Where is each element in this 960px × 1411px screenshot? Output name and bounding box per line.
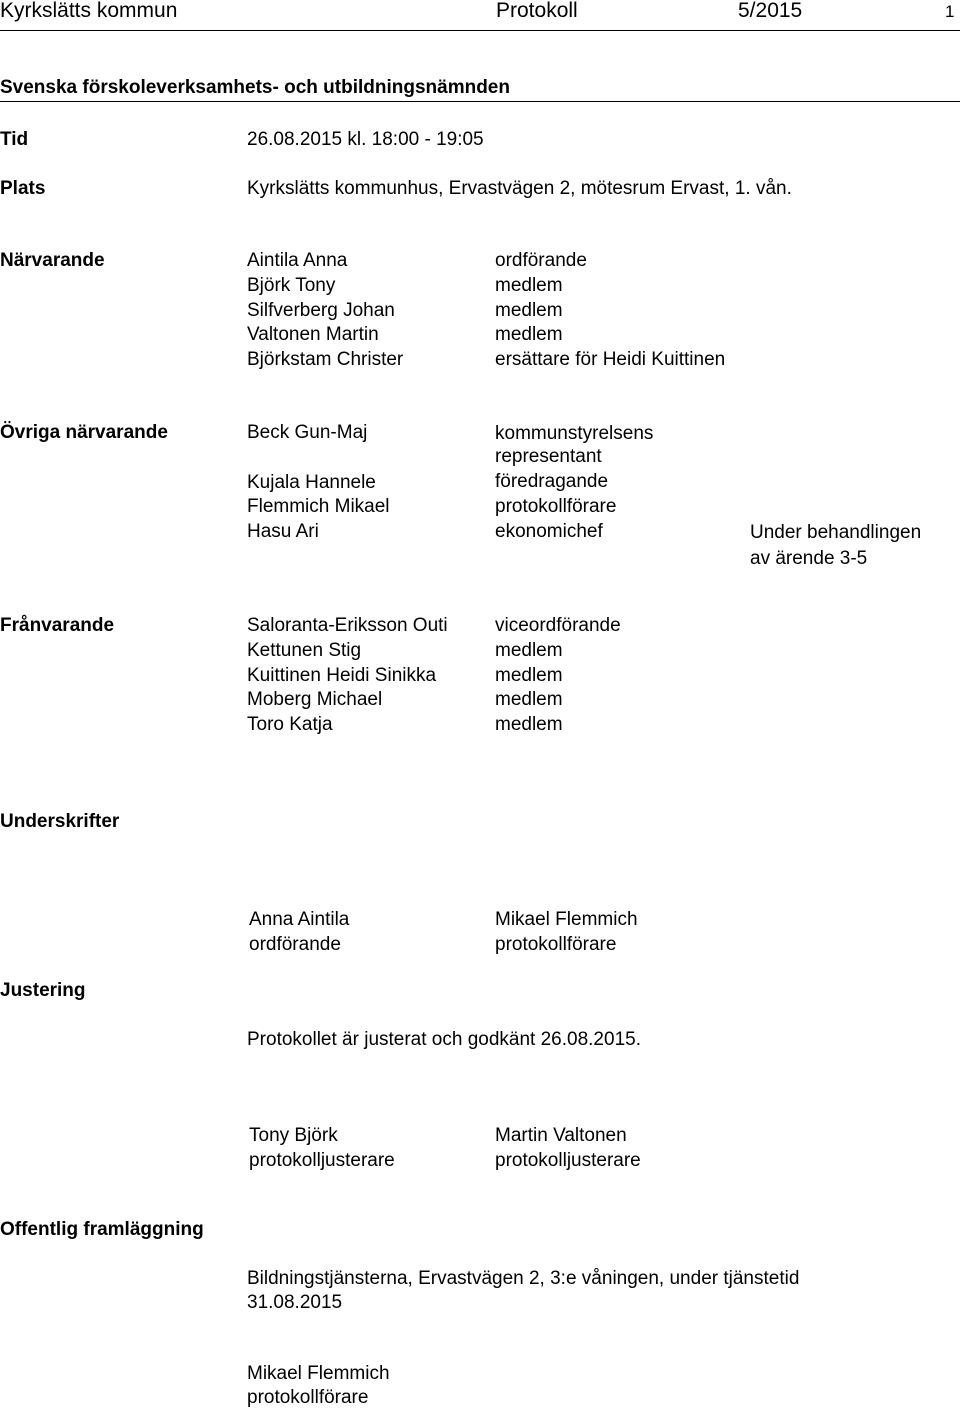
- absent-member-name: Moberg Michael: [247, 689, 383, 711]
- others-member-name: Kujala Hannele: [247, 471, 376, 493]
- others-role-beck: kommunstyrelsens representant: [495, 423, 654, 467]
- public-display-place: Bildningstjänsterna, Ervastvägen 2, 3:e våningen, under tjänstetid 31.08.2015: [247, 1268, 800, 1313]
- verifier-2: [495, 1123, 641, 1173]
- time-label: Tid: [0, 129, 29, 150]
- verification-statement: Protokollet är justerat och godkänt 26.08.2015.: [247, 1029, 641, 1050]
- signer-role: ordförande: [249, 934, 341, 955]
- public-display-label: Offentlig framläggning: [0, 1219, 204, 1240]
- absent-member-role: medlem: [495, 664, 563, 686]
- signatures-label: Underskrifter: [0, 811, 120, 832]
- absent-member-name: Kuittinen Heidi Sinikka: [247, 664, 437, 686]
- present-names: [247, 249, 403, 373]
- place-label: Plats: [0, 178, 46, 199]
- signer-role: protokollförare: [495, 934, 617, 955]
- verifier-role: protokolljusterare: [495, 1150, 641, 1171]
- document-type: Protokoll: [496, 0, 578, 22]
- absent-names: [247, 614, 448, 738]
- others-member-role: protokollförare: [495, 495, 617, 517]
- absent-member-role: medlem: [495, 714, 563, 736]
- others-member-role: ekonomichef: [495, 520, 603, 542]
- present-member-name: Aintila Anna: [247, 250, 348, 271]
- absent-member-role: medlem: [495, 689, 563, 711]
- present-member-role: ordförande: [495, 250, 587, 271]
- signer-name: Anna Aintila: [249, 909, 350, 930]
- others-present-label: Övriga närvarande: [0, 422, 168, 443]
- present-member-name: Silfverberg Johan: [247, 299, 395, 321]
- page-number: 1: [945, 2, 955, 21]
- present-member-role: ersättare för Heidi Kuittinen: [495, 349, 726, 371]
- absent-member-role: viceordförande: [495, 615, 621, 636]
- public-display-signer-role: protokollförare: [247, 1387, 369, 1408]
- others-note-hasu: Under behandlingen av ärende 3-5: [750, 522, 922, 569]
- others-present-names: [247, 421, 390, 545]
- signer-chair: [249, 907, 349, 957]
- verifier-name: Tony Björk: [249, 1125, 338, 1146]
- absent-member-name: Kettunen Stig: [247, 639, 362, 661]
- municipality-name: Kyrkslätts kommun: [0, 0, 178, 22]
- verifier-1: [249, 1123, 395, 1173]
- public-display-signer-name: Mikael Flemmich: [247, 1363, 390, 1384]
- present-member-name: Björk Tony: [247, 274, 336, 296]
- place-value: Kyrkslätts kommunhus, Ervastvägen 2, mötesrum Ervast, 1. vån.: [247, 178, 792, 199]
- absent-member-name: Toro Katja: [247, 714, 333, 736]
- others-member-name: Beck Gun-Maj: [247, 422, 368, 443]
- present-member-role: medlem: [495, 274, 563, 296]
- verifier-name: Martin Valtonen: [495, 1125, 627, 1146]
- header-divider: [0, 30, 960, 31]
- present-roles: [495, 249, 725, 373]
- others-member-name-spacer: [247, 446, 390, 471]
- committee-name: Svenska förskoleverksamhets- och utbildningsnämnden: [0, 77, 510, 98]
- time-value: 26.08.2015 kl. 18:00 - 19:05: [247, 129, 484, 150]
- others-member-name: Flemmich Mikael: [247, 496, 390, 518]
- present-member-role: medlem: [495, 324, 563, 346]
- absent-roles: [495, 614, 621, 738]
- others-member-role: föredragande: [495, 471, 609, 492]
- absent-label: Frånvarande: [0, 615, 115, 636]
- present-member-name: Björkstam Christer: [247, 349, 404, 371]
- absent-member-name: Saloranta-Eriksson Outi: [247, 615, 448, 636]
- public-display-signer: [247, 1362, 390, 1410]
- document-number: 5/2015: [738, 0, 803, 22]
- verifier-role: protokolljusterare: [249, 1150, 395, 1171]
- signer-name: Mikael Flemmich: [495, 909, 638, 930]
- absent-member-role: medlem: [495, 639, 563, 661]
- present-member-name: Valtonen Martin: [247, 324, 379, 346]
- others-present-roles: [495, 470, 616, 544]
- present-label: Närvarande: [0, 250, 105, 271]
- signer-secretary: [495, 907, 638, 957]
- present-member-role: medlem: [495, 299, 563, 321]
- verification-label: Justering: [0, 980, 86, 1001]
- others-member-name: Hasu Ari: [247, 521, 319, 543]
- committee-divider: [0, 101, 960, 102]
